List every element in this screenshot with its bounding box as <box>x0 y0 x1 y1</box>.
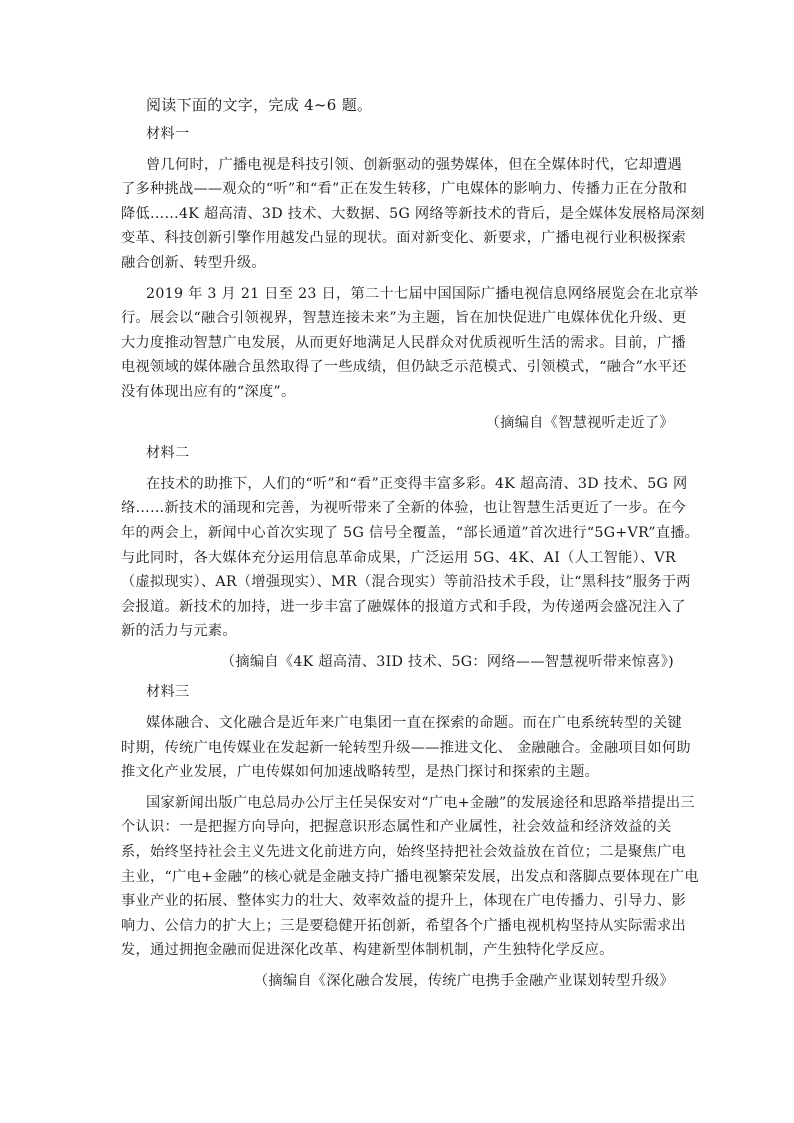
text-line: 系，始终坚持社会主义先进文化前进方向，始终坚持把社会效益放在首位；二是聚焦广电 <box>121 844 687 861</box>
material-one-paragraph-2 <box>121 282 699 405</box>
text-line: 主业，“广电+金融”的核心就是金融支持广播电视繁荣发展，出发点和落脚点要体现在广电 <box>121 868 699 885</box>
material-one-paragraph-1 <box>121 153 705 276</box>
text-line: 降低……4K 超高清、3D 技术、大数据、5G 网络等新技术的背后，是全媒体发展格局深刻 <box>121 205 705 222</box>
material-one-section <box>121 122 705 435</box>
text-line: 2019 年 3 月 21 日至 23 日，第二十七届中国国际广播电视信息网络展览会在北京举 <box>146 285 699 302</box>
text-line: 没有体现出应有的“深度”。 <box>121 383 296 400</box>
material-two-section <box>121 441 700 674</box>
text-line: 媒体融合、文化融合是近年来广电集团一直在探索的命题。而在广电系统转型的关键 <box>146 715 683 732</box>
text-line: 推文化产业发展，广电传媒如何加速战略转型，是热门探讨和探索的主题。 <box>121 764 600 781</box>
material-two-source: （摘编自《4K 超高清、3ID 技术、5G：网络——智慧视听带来惊喜》) <box>220 653 674 670</box>
material-three-heading: 材料三 <box>146 684 190 701</box>
material-one-source: （摘编自《智慧视听走近了》 <box>485 414 674 431</box>
text-line: 响力、公信力的扩大上；三是要稳健开拓创新，希望各个广播电视机构坚持从实际需求出 <box>121 917 687 934</box>
material-three-section <box>121 680 699 993</box>
text-line: 电视领域的媒体融合虽然取得了一些成绩，但仍缺乏示范模式、引领模式，“融合”水平还 <box>121 359 687 376</box>
text-line: 个认识：一是把握方向导向，把握意识形态属性和产业属性，社会效益和经济效益的关 <box>121 819 672 836</box>
material-two-paragraph-1 <box>121 472 700 644</box>
text-line: 大力度推动智慧广电发展，从而更好地满足人民群众对优质视听生活的需求。目前，广播 <box>121 334 687 351</box>
text-line: 变革、科技创新引擎作用越发凸显的现状。面对新变化、新要求，广播电视行业积极探索 <box>121 230 687 247</box>
material-three-paragraph-2 <box>121 791 699 963</box>
text-line: 发，通过拥抱金融而促进深化改革、构建新型体制机制，产生独特化学反应。 <box>121 942 614 959</box>
text-line: 曾几何时，广播电视是科技引领、创新驱动的强势媒体，但在全媒体时代，它却遭遇 <box>146 156 683 173</box>
material-three-paragraph-1 <box>121 711 691 785</box>
text-line: 事业产业的拓展、整体实力的壮大、效率效益的提升上，体现在广电传播力、引导力、影 <box>121 893 687 910</box>
text-line: 了多种挑战——观众的“听”和“看”正在发生转移，广电媒体的影响力、传播力正在分散和 <box>121 181 688 198</box>
document-page <box>121 94 705 1000</box>
text-line: 与此同时，各大媒体充分运用信息革命成果，广泛运用 5G、4K、AI（人工智能）、VR <box>121 549 676 566</box>
text-line: 行。展会以“融合引领视界，智慧连接未来”为主题，旨在加快促进广电媒体优化升级、更 <box>121 310 687 327</box>
material-one-heading: 材料一 <box>146 126 190 142</box>
material-two-heading: 材料二 <box>146 445 190 462</box>
text-line: 时期，传统广电传媒业在发起新一轮转型升级——推进文化、 金融融合。金融项目如何助 <box>121 739 691 756</box>
text-line: 年的两会上，新闻中心首次实现了 5G 信号全覆盖，“部长通道”首次进行“5G+VR”直播。 <box>121 524 700 541</box>
text-line: 在技术的助推下，人们的“听”和“看”正变得丰富多彩。4K 超高清、3D 技术、5G 网 <box>146 475 688 492</box>
instruction-text: 阅读下面的文字，完成 4~6 题。 <box>146 96 373 114</box>
text-line: 新的活力与元素。 <box>121 623 237 640</box>
text-line: 会报道。新技术的加持，进一步丰富了融媒体的报道方式和手段，为传递两会盛况注入了 <box>121 598 687 615</box>
text-line: 国家新闻出版广电总局办公厅主任吴保安对“广电+金融”的发展途径和思路举措提出三 <box>146 794 695 811</box>
text-line: 融合创新、转型升级。 <box>121 254 266 271</box>
material-three-source: （摘编自《深化融合发展，传统广电携手金融产业谋划转型升级》 <box>253 973 674 989</box>
text-line: 络……新技术的涌现和完善，为视听带来了全新的体验，也让智慧生活更近了一步。在今 <box>121 500 687 517</box>
text-line: （虚拟现实）、AR（增强现实）、MR（混合现实）等前沿技术手段，让“黑科技”服务于两 <box>121 574 691 591</box>
